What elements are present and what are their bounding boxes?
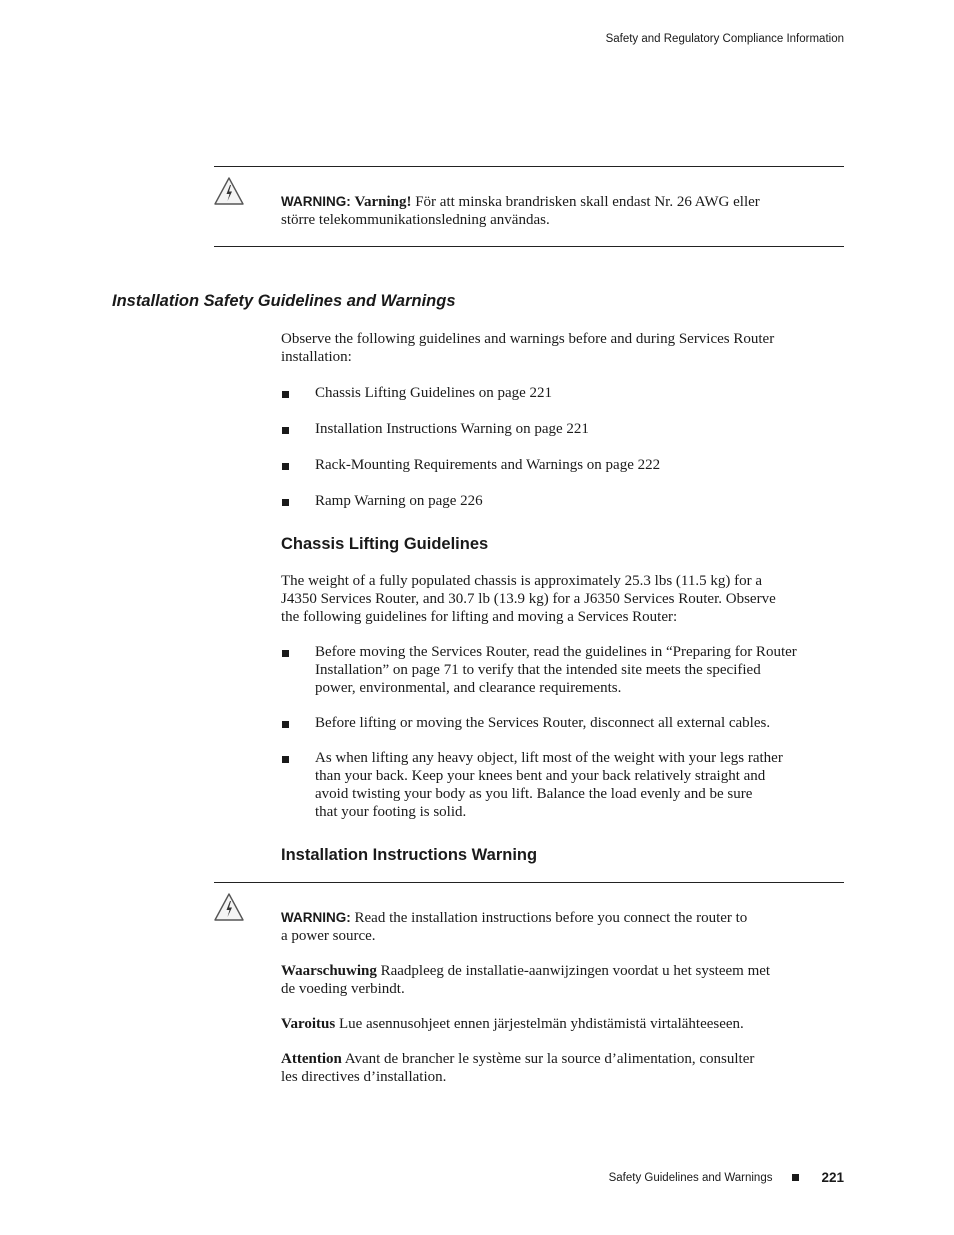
warning-swedish-text — [281, 193, 841, 229]
warning-dutch-text: Waarschuwing Raadpleeg de installatie-aanwijzingen voordat u het systeem met de voeding verbindt. — [281, 963, 771, 997]
chassis-paragraph — [281, 572, 851, 626]
warning-label: WARNING: — [281, 194, 351, 209]
bullet-marker — [282, 650, 289, 657]
list-item: Before moving the Services Router, read the guidelines in “Preparing for Router Installation” on page 71 to verify that the intended site meets the specified power, environmental, and clearance requirements. — [315, 644, 797, 696]
warning-text-line2: större telekommunikationsledning användas. — [281, 212, 550, 228]
warning-finnish-text: Varoitus Lue asennusohjeet ennen järjestelmän yhdistämistä virtalähteeseen. — [281, 1016, 744, 1032]
footer-chapter: Safety Guidelines and Warnings — [608, 1171, 773, 1184]
section-intro — [281, 330, 851, 366]
bullet-marker — [282, 499, 289, 506]
section-title: Installation Safety Guidelines and Warnings — [112, 292, 456, 310]
bullet-marker — [282, 756, 289, 763]
list-item: Rack-Mounting Requirements and Warnings on page 222 — [315, 457, 661, 473]
warning-bottom-rule — [214, 246, 844, 247]
paragraph-line: the following guidelines for lifting and moving a Services Router: — [281, 609, 678, 625]
list-item: Ramp Warning on page 226 — [315, 493, 483, 509]
list-item: Installation Instructions Warning on page 221 — [315, 421, 589, 437]
warning-english-text: WARNING: Read the installation instructions before you connect the router to a power source. — [281, 910, 748, 944]
install-warning-heading: Installation Instructions Warning — [281, 846, 538, 864]
bullet-marker — [282, 721, 289, 728]
list-item: Chassis Lifting Guidelines on page 221 — [315, 385, 553, 401]
warning-top-rule — [214, 882, 844, 883]
intro-line: Observe the following guidelines and warnings before and during Services Router — [281, 331, 775, 347]
bullet-marker — [282, 427, 289, 434]
list-item: As when lifting any heavy object, lift most of the weight with your legs rather than your back. Keep your knees bent and your back relatively straight and avoid twisting your body as you lift. Balance the load evenly and be sure that your footing is solid. — [315, 750, 783, 820]
paragraph-line: J4350 Services Router, and 30.7 lb (13.9 kg) for a J6350 Services Router. Observe — [281, 591, 776, 607]
bullet-marker — [282, 463, 289, 470]
warning-lang-label: Attention — [281, 1051, 342, 1067]
page-number: 221 — [821, 1170, 844, 1185]
warning-label: WARNING: — [281, 910, 351, 925]
electrical-hazard-warning-icon — [213, 892, 245, 922]
list-item: Before lifting or moving the Services Router, disconnect all external cables. — [315, 715, 771, 731]
warning-french-text: Attention Avant de brancher le système sur la source d’alimentation, consulter les directives d’installation. — [281, 1051, 755, 1085]
warning-top-rule — [214, 166, 844, 167]
warning-lang-label: Varning! — [354, 194, 412, 210]
running-header: Safety and Regulatory Compliance Information — [605, 33, 844, 45]
intro-line: installation: — [281, 349, 352, 365]
warning-lang-label: Varoitus — [281, 1016, 336, 1032]
paragraph-line: The weight of a fully populated chassis is approximately 25.3 lbs (11.5 kg) for a — [281, 573, 763, 589]
warning-lang-label: Waarschuwing — [281, 963, 377, 979]
warning-text: För att minska brandrisken skall endast Nr. 26 AWG eller — [415, 194, 760, 210]
running-footer — [609, 1170, 844, 1185]
chassis-heading: Chassis Lifting Guidelines — [281, 535, 489, 553]
bullet-marker — [282, 391, 289, 398]
electrical-hazard-warning-icon — [213, 176, 245, 206]
footer-separator-marker — [792, 1174, 799, 1181]
